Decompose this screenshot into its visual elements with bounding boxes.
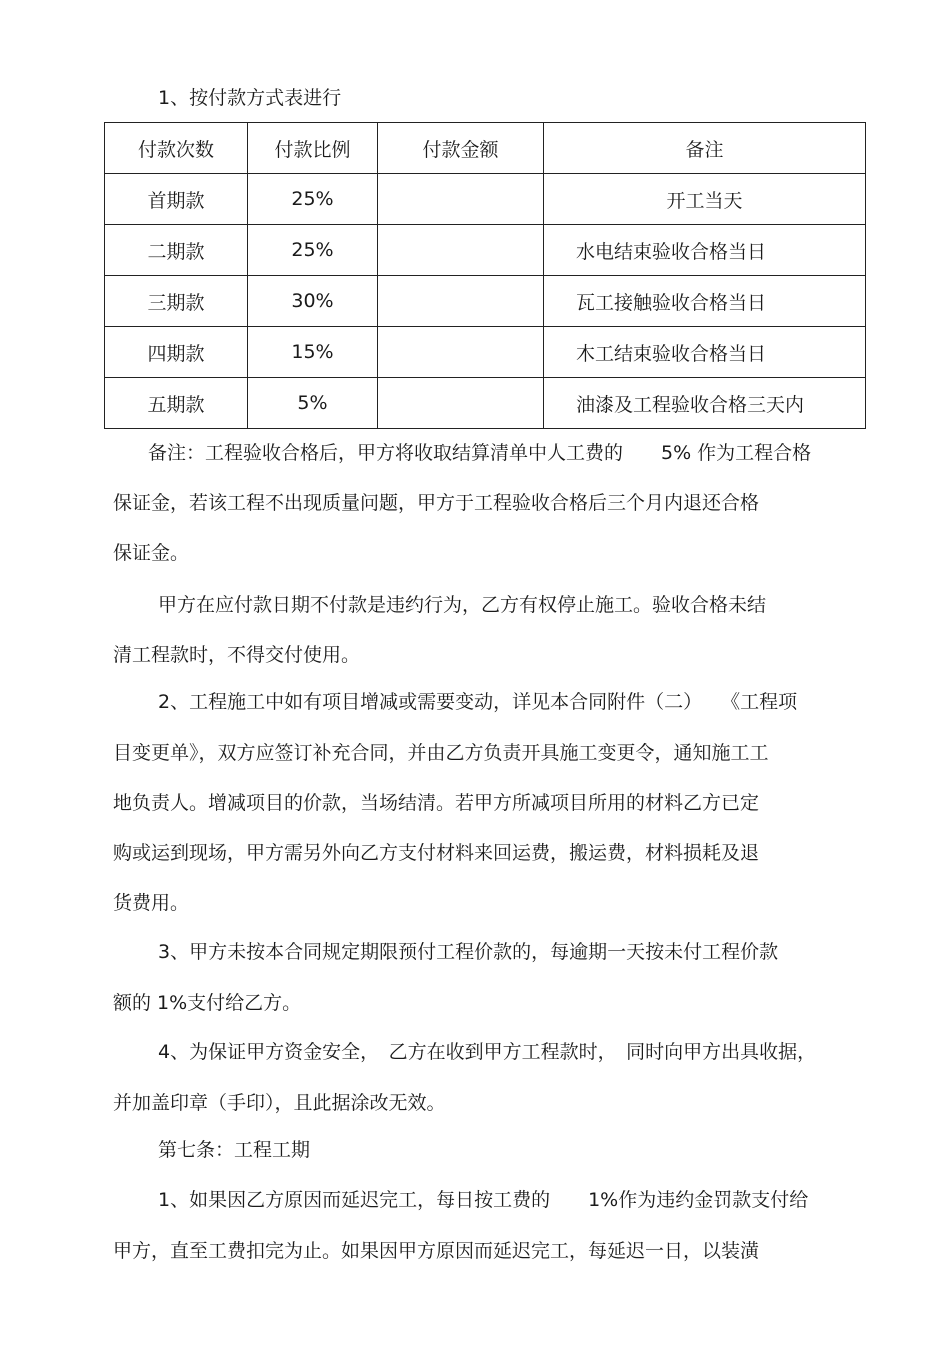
- paragraph-line: 地负责人。增减项目的价款，当场结清。若甲方所减项目所用的材料乙方已定: [113, 792, 760, 814]
- table-header-row: [105, 123, 866, 174]
- paragraph-line: 3、甲方未按本合同规定期限预付工程价款的，每逾期一天按未付工程价款: [158, 941, 779, 963]
- remark-line: 保证金。: [113, 542, 190, 564]
- header-ratio: 付款比例: [248, 123, 378, 174]
- header-stage: 付款次数: [105, 123, 248, 174]
- table-row: [105, 378, 866, 429]
- header-amount: 付款金额: [378, 123, 544, 174]
- cell-ratio: 5%: [248, 378, 378, 429]
- remark-line: 保证金，若该工程不出现质量问题，甲方于工程验收合格后三个月内退还合格: [113, 492, 760, 514]
- table-row: [105, 327, 866, 378]
- remark-line: 备注：工程验收合格后，甲方将收取结算清单中人工费的 5% 作为工程合格: [148, 442, 812, 464]
- paragraph-line: 目变更单》，双方应签订补充合同，并由乙方负责开具施工变更令，通知施工工: [113, 742, 769, 764]
- payment-schedule-table: [104, 122, 866, 429]
- cell-amount: [378, 378, 544, 429]
- paragraph-line: 额的 1%支付给乙方。: [113, 992, 302, 1014]
- cell-note: 木工结束验收合格当日: [544, 327, 866, 378]
- header-note: 备注: [544, 123, 866, 174]
- cell-ratio: 25%: [248, 174, 378, 225]
- paragraph-line: 清工程款时，不得交付使用。: [113, 644, 361, 666]
- cell-amount: [378, 276, 544, 327]
- cell-stage: 首期款: [105, 174, 248, 225]
- cell-stage: 二期款: [105, 225, 248, 276]
- cell-note: 油漆及工程验收合格三天内: [544, 378, 866, 429]
- paragraph-line: 货费用。: [113, 892, 190, 914]
- paragraph-line: 4、为保证甲方资金安全， 乙方在收到甲方工程款时， 同时向甲方出具收据，: [158, 1041, 817, 1063]
- section-heading: 1、按付款方式表进行: [158, 87, 342, 109]
- paragraph-line: 甲方，直至工费扣完为止。如果因甲方原因而延迟完工，每延迟一日，以装潢: [113, 1240, 760, 1262]
- paragraph-line: 2、工程施工中如有项目增减或需要变动，详见本合同附件（二） 《工程项: [158, 691, 798, 713]
- cell-stage: 五期款: [105, 378, 248, 429]
- cell-ratio: 30%: [248, 276, 378, 327]
- cell-note: 水电结束验收合格当日: [544, 225, 866, 276]
- cell-note: 开工当天: [544, 174, 866, 225]
- table-row: [105, 225, 866, 276]
- paragraph-line: 1、如果因乙方原因而延迟完工，每日按工费的 1%作为违约金罚款支付给: [158, 1189, 809, 1211]
- cell-ratio: 25%: [248, 225, 378, 276]
- table-row: [105, 174, 866, 225]
- cell-stage: 四期款: [105, 327, 248, 378]
- paragraph-line: 并加盖印章（手印），且此据涂改无效。: [113, 1092, 446, 1114]
- cell-ratio: 15%: [248, 327, 378, 378]
- cell-note: 瓦工接触验收合格当日: [544, 276, 866, 327]
- article-heading: 第七条：工程工期: [158, 1139, 311, 1161]
- table-row: [105, 276, 866, 327]
- cell-amount: [378, 327, 544, 378]
- paragraph-line: 购或运到现场，甲方需另外向乙方支付材料来回运费，搬运费，材料损耗及退: [113, 842, 760, 864]
- cell-amount: [378, 174, 544, 225]
- paragraph-line: 甲方在应付款日期不付款是违约行为，乙方有权停止施工。验收合格未结: [158, 594, 767, 616]
- cell-stage: 三期款: [105, 276, 248, 327]
- cell-amount: [378, 225, 544, 276]
